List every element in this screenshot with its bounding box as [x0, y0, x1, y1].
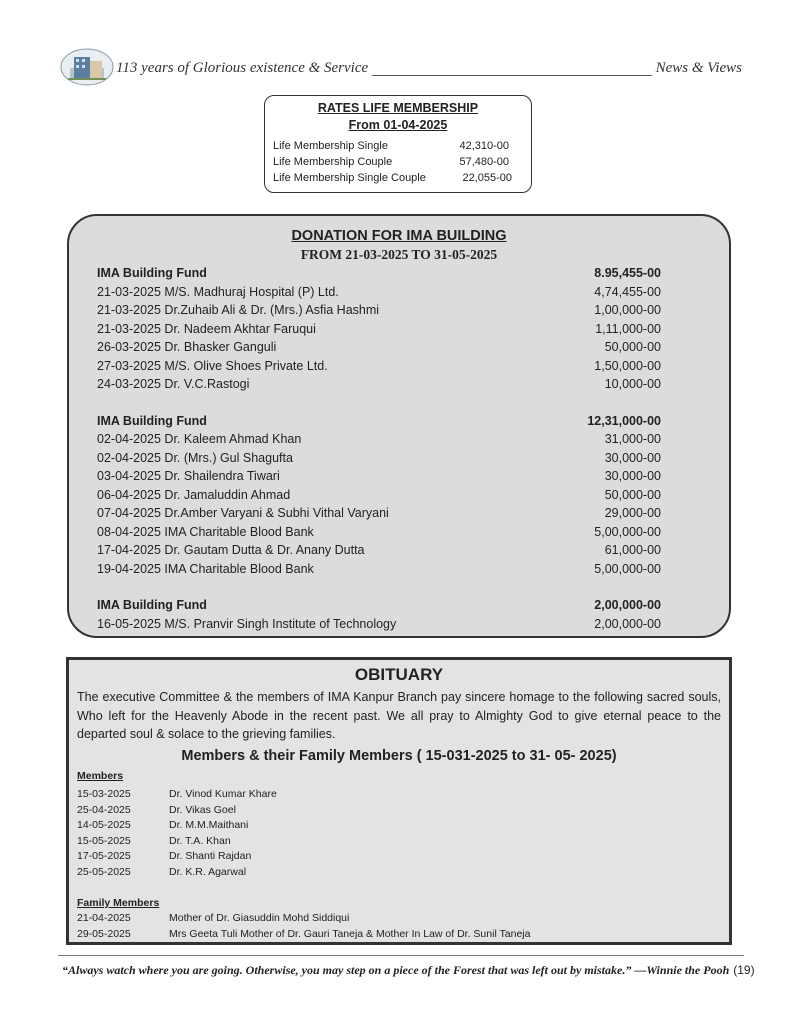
donation-amount: 31,000-00 [604, 432, 661, 446]
obituary-subheading: Members & their Family Members ( 15-031-2025 to 31- 05- 2025) [181, 748, 617, 764]
obituary-name: Dr. M.M.Maithani [169, 819, 249, 831]
obituary-box [66, 657, 732, 945]
rate-value: 22,055-00 [462, 172, 512, 184]
fund-total-row [97, 412, 661, 431]
rate-label: Life Membership Single Couple [273, 172, 426, 184]
donation-box [67, 214, 731, 638]
obituary-row [77, 865, 721, 881]
donation-amount: 1,00,000-00 [594, 303, 661, 317]
rate-label: Life Membership Couple [273, 156, 393, 168]
footer-quote: “Always watch where you are going. Otherwise, you may step on a piece of the Forest that was left out by mistake.” —Winnie the Pooh [62, 963, 730, 977]
obituary-row [77, 849, 721, 865]
building-logo-icon [60, 48, 114, 86]
obituary-name: Dr. Vinod Kumar Khare [169, 788, 277, 800]
donation-entry: 17-04-2025 Dr. Gautam Dutta & Dr. Anany Dutta [97, 543, 365, 557]
obituary-date: 29-05-2025 [77, 927, 131, 940]
obituary-row [77, 834, 721, 850]
donation-list [97, 264, 661, 633]
donation-entry: 02-04-2025 Dr. (Mrs.) Gul Shagufta [97, 450, 293, 465]
donation-amount: 5,00,000-00 [594, 561, 661, 576]
fund-total: 2,00,000-00 [594, 598, 661, 612]
donation-entry: 06-04-2025 Dr. Jamaluddin Ahmad [97, 487, 291, 502]
obituary-name: Dr. T.A. Khan [169, 834, 231, 847]
obituary-row [77, 787, 721, 803]
members-list [77, 787, 721, 880]
obituary-name: Mother of Dr. Giasuddin Mohd Siddiqui [169, 912, 350, 924]
rates-subtitle: From 01-04-2025 [348, 118, 448, 132]
fund-total-row [97, 264, 661, 283]
donation-entry: 02-04-2025 Dr. Kaleem Ahmad Khan [97, 432, 302, 446]
obituary-date: 21-04-2025 [77, 912, 131, 924]
donation-amount: 30,000-00 [604, 450, 661, 465]
obituary-text: The executive Committee & the members of IMA Kanpur Branch pay sincere homage to the following sacred souls, Who left for the Heavenly Abode in the recent past. We all pray to Almighty God to give eternal peace to the departed soul & solace to the grieving families. [77, 690, 721, 741]
rate-row [265, 138, 531, 154]
donation-entry: 19-04-2025 IMA Charitable Blood Bank [97, 561, 314, 576]
donation-amount: 29,000-00 [604, 506, 661, 520]
rate-value: 57,480-00 [459, 156, 509, 168]
donation-row [97, 449, 661, 468]
donation-entry: 21-03-2025 M/S. Madhuraj Hospital (P) Ltd. [97, 284, 339, 299]
donation-entry: 26-03-2025 Dr. Bhasker Ganguli [97, 340, 277, 354]
donation-amount: 1,50,000-00 [594, 358, 661, 373]
donation-amount: 4,74,455-00 [594, 284, 661, 299]
page-header [58, 46, 742, 90]
donation-entry: 16-05-2025 M/S. Pranvir Singh Institute of Technology [97, 616, 397, 631]
donation-row [97, 301, 661, 320]
donation-row [97, 560, 661, 579]
donation-row [97, 320, 661, 339]
obituary-name: Mrs Geeta Tuli Mother of Dr. Gauri Taneja & Mother In Law of Dr. Sunil Taneja [169, 927, 531, 940]
rates-life-membership-box [264, 95, 532, 193]
donation-subtitle: FROM 21-03-2025 TO 31-05-2025 [300, 247, 498, 262]
obituary-name: Dr. Vikas Goel [169, 803, 236, 816]
donation-entry: 21-03-2025 Dr. Nadeem Akhtar Faruqui [97, 321, 316, 336]
donation-entry: 08-04-2025 IMA Charitable Blood Bank [97, 524, 314, 539]
obituary-date: 25-04-2025 [77, 803, 131, 816]
footer-rule [58, 955, 744, 956]
obituary-date: 14-05-2025 [77, 819, 131, 831]
rate-row [265, 154, 531, 170]
obituary-name: Dr. K.R. Agarwal [169, 865, 247, 878]
donation-entry: 07-04-2025 Dr.Amber Varyani & Subhi Vithal Varyani [97, 506, 389, 520]
rate-row [265, 170, 531, 186]
donation-amount: 50,000-00 [604, 487, 661, 502]
obituary-row [77, 927, 721, 943]
donation-row [97, 283, 661, 302]
header-tagline: 113 years of Glorious existence & Service [116, 60, 372, 77]
donation-amount: 30,000-00 [604, 469, 661, 483]
donation-row [97, 523, 661, 542]
donation-row [97, 486, 661, 505]
donation-row [97, 541, 661, 560]
obituary-date: 15-03-2025 [77, 788, 131, 800]
donation-entry: 03-04-2025 Dr. Shailendra Tiwari [97, 469, 280, 483]
obituary-row [77, 911, 721, 927]
rate-value: 42,310-00 [459, 140, 509, 152]
donation-row [97, 338, 661, 357]
obituary-row [77, 818, 721, 834]
page-footer [62, 963, 755, 978]
donation-row [97, 615, 661, 634]
donation-amount: 5,00,000-00 [594, 524, 661, 539]
members-heading: Members [77, 770, 124, 782]
donation-entry: 24-03-2025 Dr. V.C.Rastogi [97, 377, 250, 391]
obituary-date: 25-05-2025 [77, 865, 131, 878]
fund-label: IMA Building Fund [97, 413, 207, 428]
donation-entry: 21-03-2025 Dr.Zuhaib Ali & Dr. (Mrs.) Asfia Hashmi [97, 303, 380, 317]
rates-title: RATES LIFE MEMBERSHIP [317, 101, 479, 115]
fund-label: IMA Building Fund [97, 266, 207, 280]
donation-entry: 27-03-2025 M/S. Olive Shoes Private Ltd. [97, 358, 328, 373]
obituary-date: 17-05-2025 [77, 850, 131, 862]
donation-amount: 1,11,000-00 [595, 321, 661, 336]
donation-row [97, 430, 661, 449]
fund-label: IMA Building Fund [97, 598, 207, 612]
fund-total: 12,31,000-00 [587, 413, 661, 428]
page-number: (19) [733, 963, 755, 977]
donation-amount: 2,00,000-00 [594, 616, 661, 631]
donation-title: DONATION FOR IMA BUILDING [291, 228, 507, 244]
donation-row [97, 357, 661, 376]
donation-amount: 10,000-00 [604, 377, 661, 391]
obituary-date: 15-05-2025 [77, 834, 131, 847]
section-name: News & Views [652, 60, 742, 77]
obituary-title: OBITUARY [354, 665, 444, 684]
family-members-list [77, 911, 721, 942]
donation-amount: 50,000-00 [604, 340, 661, 354]
donation-amount: 61,000-00 [604, 543, 661, 557]
rate-label: Life Membership Single [273, 140, 388, 152]
obituary-row [77, 803, 721, 819]
donation-row [97, 467, 661, 486]
family-members-heading: Family Members [77, 897, 160, 909]
fund-total: 8.95,455-00 [594, 266, 661, 280]
donation-row [97, 504, 661, 523]
obituary-name: Dr. Shanti Rajdan [169, 850, 252, 862]
fund-total-row [97, 596, 661, 615]
donation-row [97, 375, 661, 394]
